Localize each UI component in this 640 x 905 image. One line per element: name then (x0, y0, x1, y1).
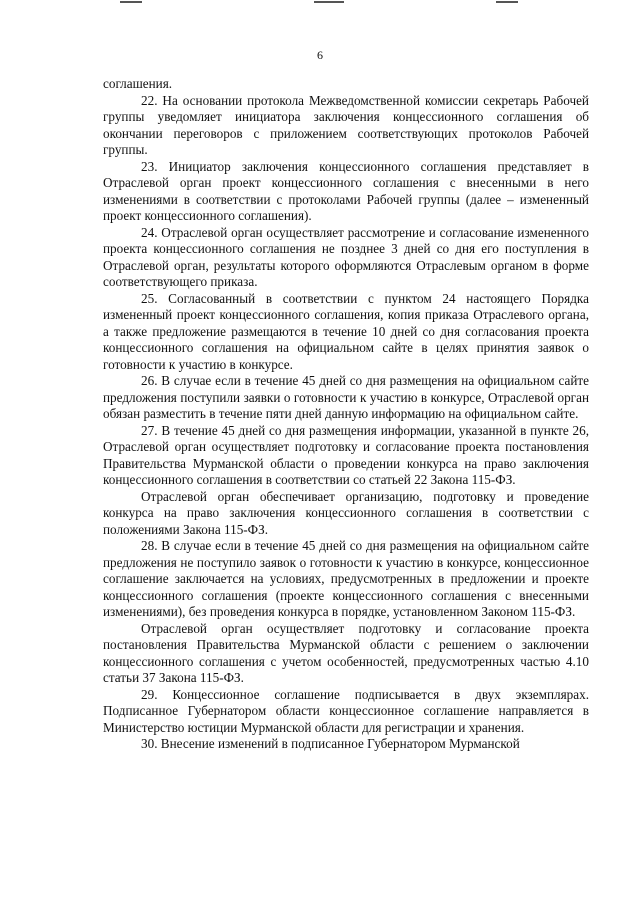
paragraph-25: 25. Согласованный в соответствии с пунктом 24 настоящего Порядка измененный проект концессионного соглашения, копия приказа Отраслевого органа, а также предложение размещаются в течение 10 дней со дня согласования проекта концессионного соглашения на официальном сайте в целях принятия заявок о готовности к участию в конкурсе. (103, 290, 589, 372)
paragraph-22: 22. На основании протокола Межведомственной комиссии секретарь Рабочей группы уведомляет инициатора заключения концессионного соглашения об окончании переговоров с приложением соответствующих протоколов Рабочей группы. (103, 92, 589, 157)
paragraph-24: 24. Отраслевой орган осуществляет рассмотрение и согласование измененного проекта концессионного соглашения не позднее 3 дней со дня его поступления в Отраслевой орган, результаты которого оформляются Отраслевым органом в форме соответствующего приказа. (103, 224, 589, 289)
page-number: 6 (317, 48, 323, 62)
paragraph-28-decision: Отраслевой орган осуществляет подготовку и согласование проекта постановления Правительства Мурманской области с решением о заключении концессионного соглашения с учетом особенностей, предусмотренных частью 4.10 статьи 37 Закона 115-ФЗ. (103, 620, 589, 685)
paragraph-29: 29. Концессионное соглашение подписывается в двух экземплярах. Подписанное Губернатором области концессионное соглашение направляется в Министерство юстиции Мурманской области для регистрации и хранения. (103, 686, 589, 735)
paragraph-27: 27. В течение 45 дней со дня размещения информации, указанной в пункте 26, Отраслевой орган осуществляет подготовку и согласование проекта постановления Правительства Мурманской области о проведении конкурса на право заключения концессионного соглашения в соответствии со статьей 22 Закона 115-ФЗ. (103, 422, 589, 487)
paragraph-continuation: соглашения. (103, 76, 173, 91)
paragraph-30: 30. Внесение изменений в подписанное Губернатором Мурманской (141, 736, 520, 751)
paragraph-23: 23. Инициатор заключения концессионного соглашения представляет в Отраслевой орган проект концессионного соглашения с внесенными в него изменениями в соответствии с протоколами Рабочей группы (далее – измененный проект концессионного соглашения). (103, 158, 589, 223)
paragraph-28: 28. В случае если в течение 45 дней со дня размещения на официальном сайте предложения не поступило заявок о готовности к участию в конкурсе, концессионное соглашение заключается на условиях, предусмотренных в предложении и проекте концессионного соглашения (проекте концессионного соглашения с внесенными изменениями), без проведения конкурса в порядке, установленном Законом 115-ФЗ. (103, 538, 589, 619)
paragraph-27-contest: Отраслевой орган обеспечивает организацию, подготовку и проведение конкурса на право заключения концессионного соглашения в соответствии с положениями Закона 115-ФЗ. (103, 488, 589, 537)
paragraph-26: 26. В случае если в течение 45 дней со дня размещения на официальном сайте предложения поступили заявки о готовности к участию в конкурсе, Отраслевой орган обязан разместить в течение пяти дней данную информацию на официальном сайте. (103, 373, 589, 421)
document-body (103, 76, 589, 753)
scan-edge-marks (0, 0, 640, 6)
